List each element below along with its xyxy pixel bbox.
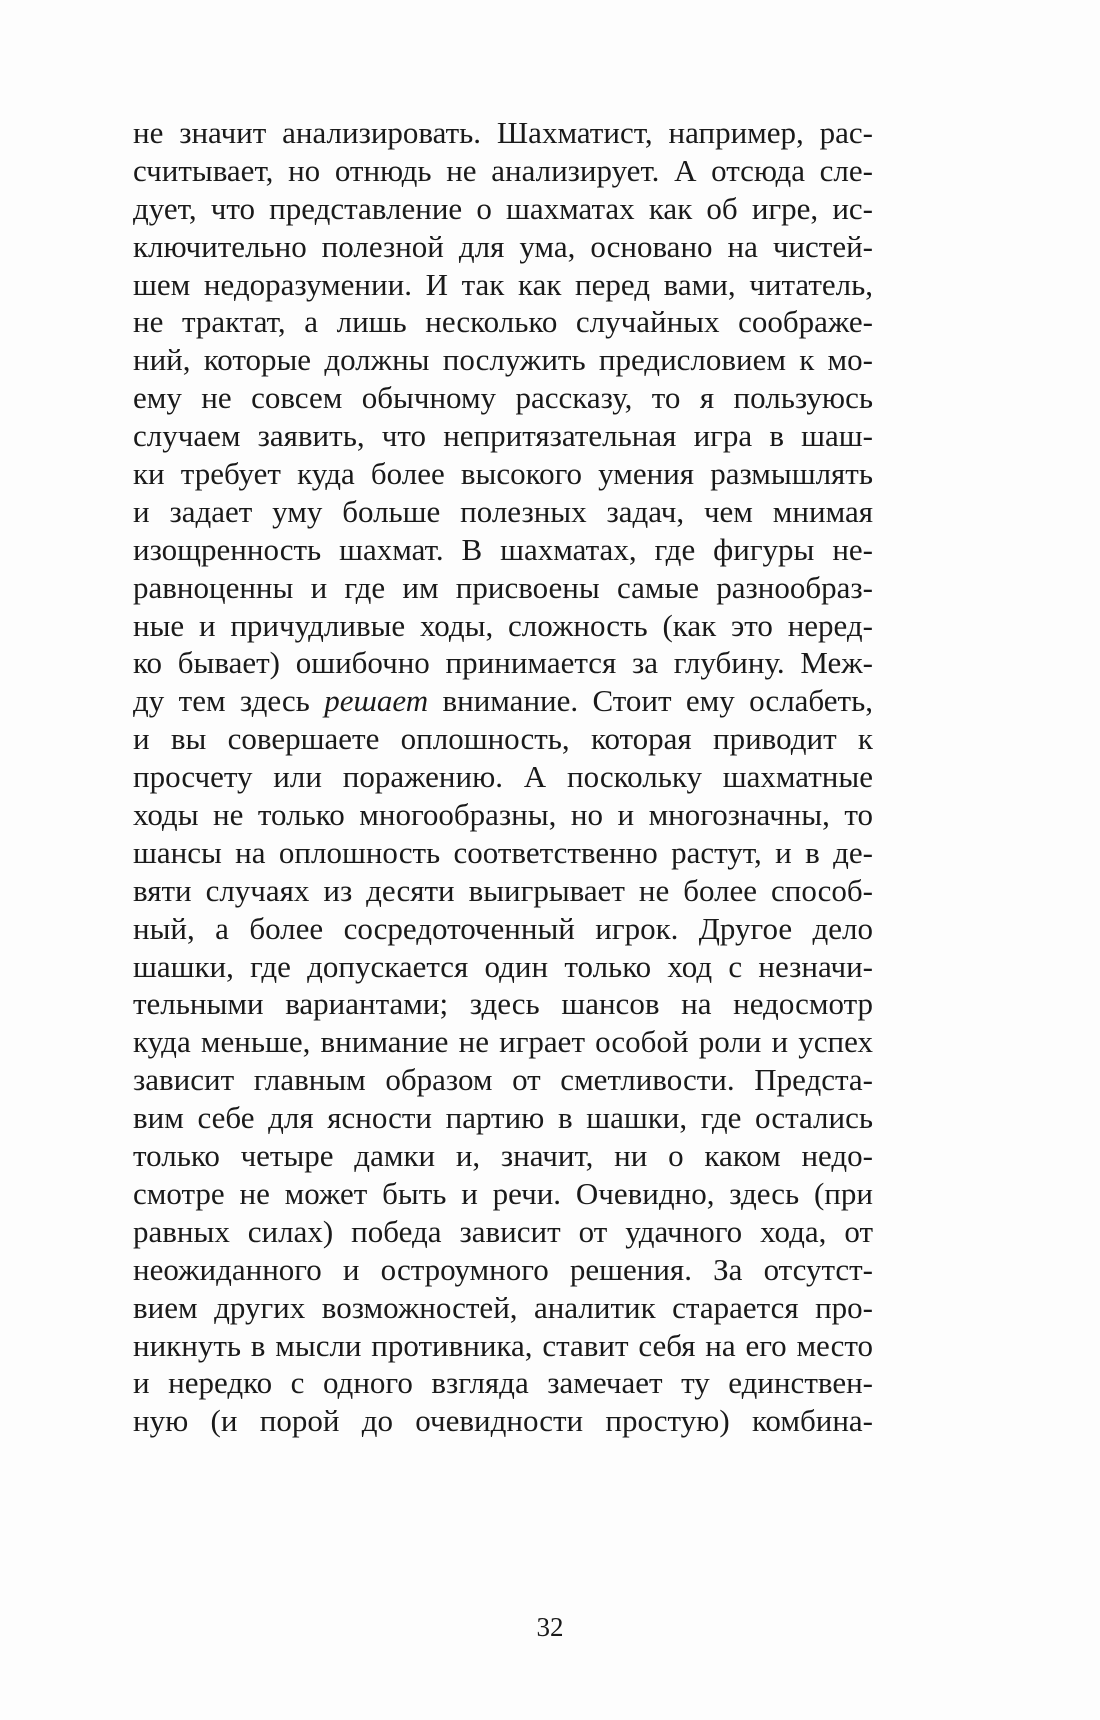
- text-line-19: ходы не только многообразны, но и многозначны, то: [133, 797, 873, 833]
- text-line-25: куда меньше, внимание не играет особой роли и успех: [133, 1024, 873, 1060]
- text-line-23: шашки, где допускается один только ход с незначи-: [133, 948, 873, 984]
- text-line-12: изощренность шахмат. В шахматах, где фигуры не-: [133, 531, 873, 567]
- text-line-2: считывает, но отнюдь не анализирует. А отсюда сле-: [133, 152, 873, 188]
- text-line-35: ную (и порой до очевидности простую) комбина-: [133, 1403, 873, 1439]
- text-line-17: и вы совершаете оплошность, которая приводит к: [133, 721, 873, 757]
- text-line-31: неожиданного и остроумного решения. За отсутст-: [133, 1251, 873, 1287]
- text-line-3: дует, что представление о шахматах как об игре, ис-: [133, 190, 873, 226]
- text-line-20: шансы на оплошность соответственно растут, и в де-: [133, 834, 873, 870]
- text-line-5: шем недоразумении. И так как перед вами, читатель,: [133, 266, 873, 302]
- text-line-33: никнуть в мысли противника, ставит себя на его место: [133, 1327, 873, 1363]
- text-line-6: не трактат, а лишь несколько случайных соображе-: [133, 304, 873, 340]
- text-line-28: только четыре дамки и, значит, ни о каком недо-: [133, 1138, 873, 1174]
- text-line-21: вяти случаях из десяти выигрывает не более способ-: [133, 872, 873, 908]
- text-line-10: ки требует куда более высокого умения размышлять: [133, 456, 873, 492]
- text-line-18: просчету или поражению. А поскольку шахматные: [133, 759, 873, 795]
- text-line-24: тельными вариантами; здесь шансов на недосмотр: [133, 986, 873, 1022]
- italic-emphasis: решает: [324, 683, 429, 719]
- text-line-9: случаем заявить, что непритязательная игра в шаш-: [133, 418, 873, 454]
- text-line-13: равноценны и где им присвоены самые разнообраз-: [133, 569, 873, 605]
- line-16-start: ду тем здесь: [133, 683, 325, 719]
- text-line-4: ключительно полезной для ума, основано на чистей-: [133, 228, 873, 264]
- text-line-32: вием других возможностей, аналитик старается про-: [133, 1289, 873, 1325]
- text-line-26: зависит главным образом от сметливости. Предста-: [133, 1062, 873, 1098]
- line-16-end: внимание. Стоит ему ослабеть,: [428, 683, 873, 719]
- page-number: 32: [536, 1612, 564, 1642]
- text-line-30: равных силах) победа зависит от удачного хода, от: [133, 1213, 873, 1249]
- text-line-8: ему не совсем обычному рассказу, то я пользуюсь: [133, 380, 873, 416]
- text-line-29: смотре не может быть и речи. Очевидно, здесь (при: [133, 1175, 873, 1211]
- text-line-22: ный, а более сосредоточенный игрок. Другое дело: [133, 910, 873, 946]
- text-line-7: ний, которые должны послужить предисловием к мо-: [133, 342, 873, 378]
- text-line-15: ко бывает) ошибочно принимается за глубину. Меж-: [133, 645, 873, 681]
- text-line-11: и задает уму больше полезных задач, чем мнимая: [133, 493, 873, 529]
- text-line-1: не значит анализировать. Шахматист, например, рас-: [133, 115, 873, 150]
- text-line-14: ные и причудливые ходы, сложность (как это неред-: [133, 607, 873, 643]
- text-line-34: и нередко с одного взгляда замечает ту единствен-: [133, 1365, 873, 1401]
- body-text: [133, 114, 873, 1440]
- text-line-27: вим себе для ясности партию в шашки, где остались: [133, 1100, 873, 1136]
- text-line-16: [133, 682, 873, 720]
